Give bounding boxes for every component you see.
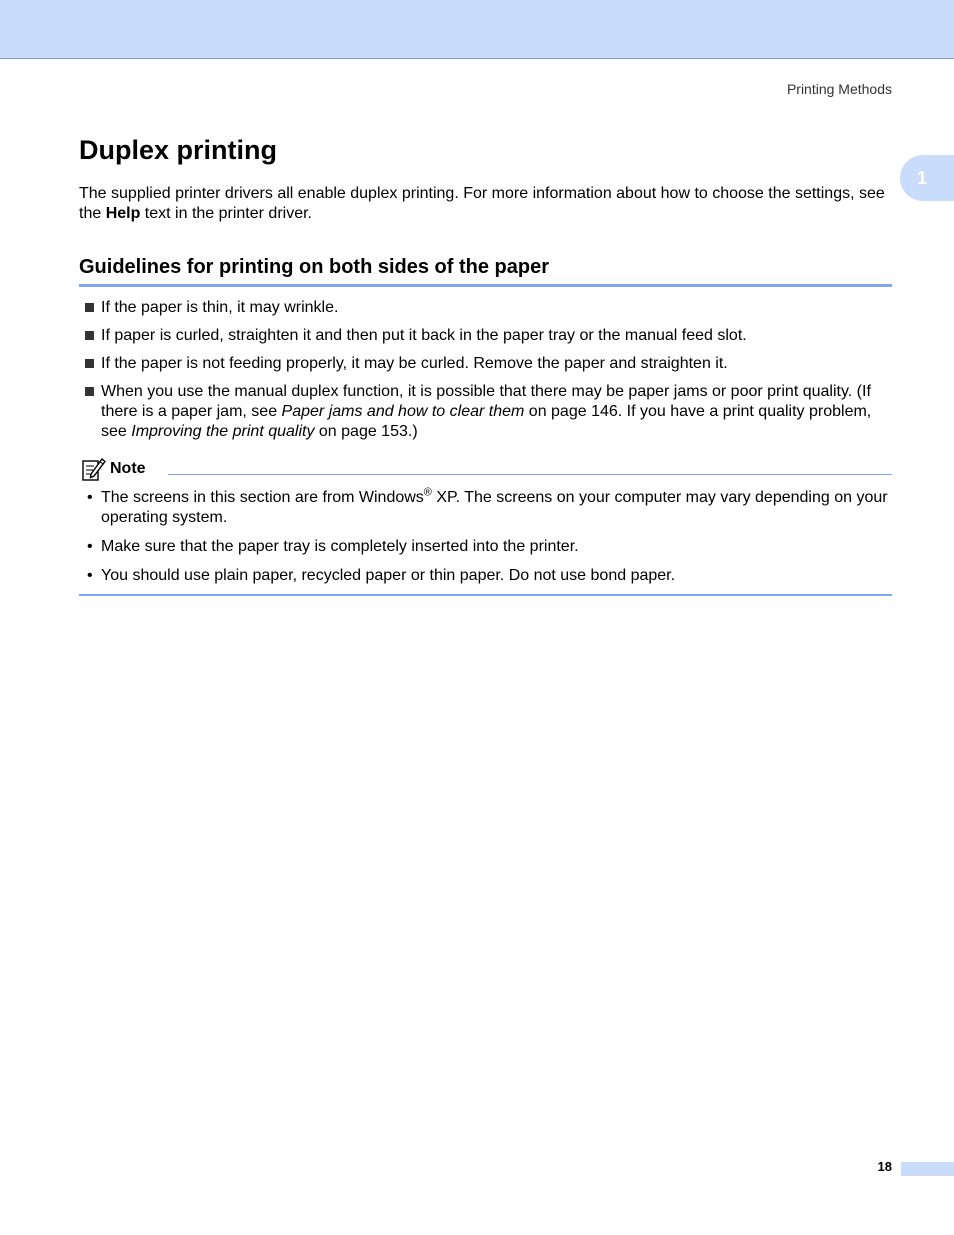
note-end-rule	[79, 594, 892, 596]
note-header	[81, 456, 892, 482]
footer-tab	[901, 1162, 954, 1176]
list-item: If the paper is thin, it may wrinkle.	[79, 298, 892, 318]
square-bullet-icon	[85, 303, 94, 312]
list-item: • Make sure that the paper tray is completely inserted into the printer.	[87, 538, 579, 555]
list-item: • The screens in this section are from Windows® XP. The screens on your computer may vary depending on your operating system.	[87, 486, 888, 526]
intro-paragraph: The supplied printer drivers all enable duplex printing. For more information about how to choose the settings, see the Help text in the printer driver.	[79, 185, 885, 222]
list-item: If paper is curled, straighten it and then put it back in the paper tray or the manual feed slot.	[79, 326, 892, 346]
list-item: When you use the manual duplex function, it is possible that there may be paper jams or poor print quality. (If there is a paper jam, see Paper jams and how to clear them on page 146. If you have a print quality problem, see Improving the print quality on page 153.)	[79, 382, 892, 442]
note-pencil-icon	[81, 456, 107, 482]
chapter-tab: 1	[900, 155, 954, 201]
page-number: 18	[877, 1159, 892, 1174]
bullet: •	[87, 538, 93, 555]
note-label: Note	[110, 460, 146, 477]
square-bullet-icon	[85, 359, 94, 368]
cross-reference-link[interactable]: Paper jams and how to clear them	[281, 403, 525, 420]
bullet: •	[87, 489, 93, 506]
square-bullet-icon	[85, 331, 94, 340]
section-heading: Guidelines for printing on both sides of the paper	[79, 255, 892, 287]
note-list	[79, 488, 892, 595]
note-rule	[168, 474, 892, 475]
help-term: Help	[105, 205, 141, 222]
page-title: Duplex printing	[79, 135, 277, 165]
header-band	[0, 0, 954, 59]
list-item: • You should use plain paper, recycled paper or thin paper. Do not use bond paper.	[87, 567, 676, 584]
guidelines-list	[79, 298, 892, 450]
cross-reference-link[interactable]: Improving the print quality	[131, 423, 315, 440]
square-bullet-icon	[85, 387, 94, 396]
list-item: If the paper is not feeding properly, it may be curled. Remove the paper and straighten it.	[79, 354, 892, 374]
bullet: •	[87, 567, 93, 584]
registered-mark: ®	[423, 486, 432, 499]
running-header: Printing Methods	[786, 81, 892, 97]
